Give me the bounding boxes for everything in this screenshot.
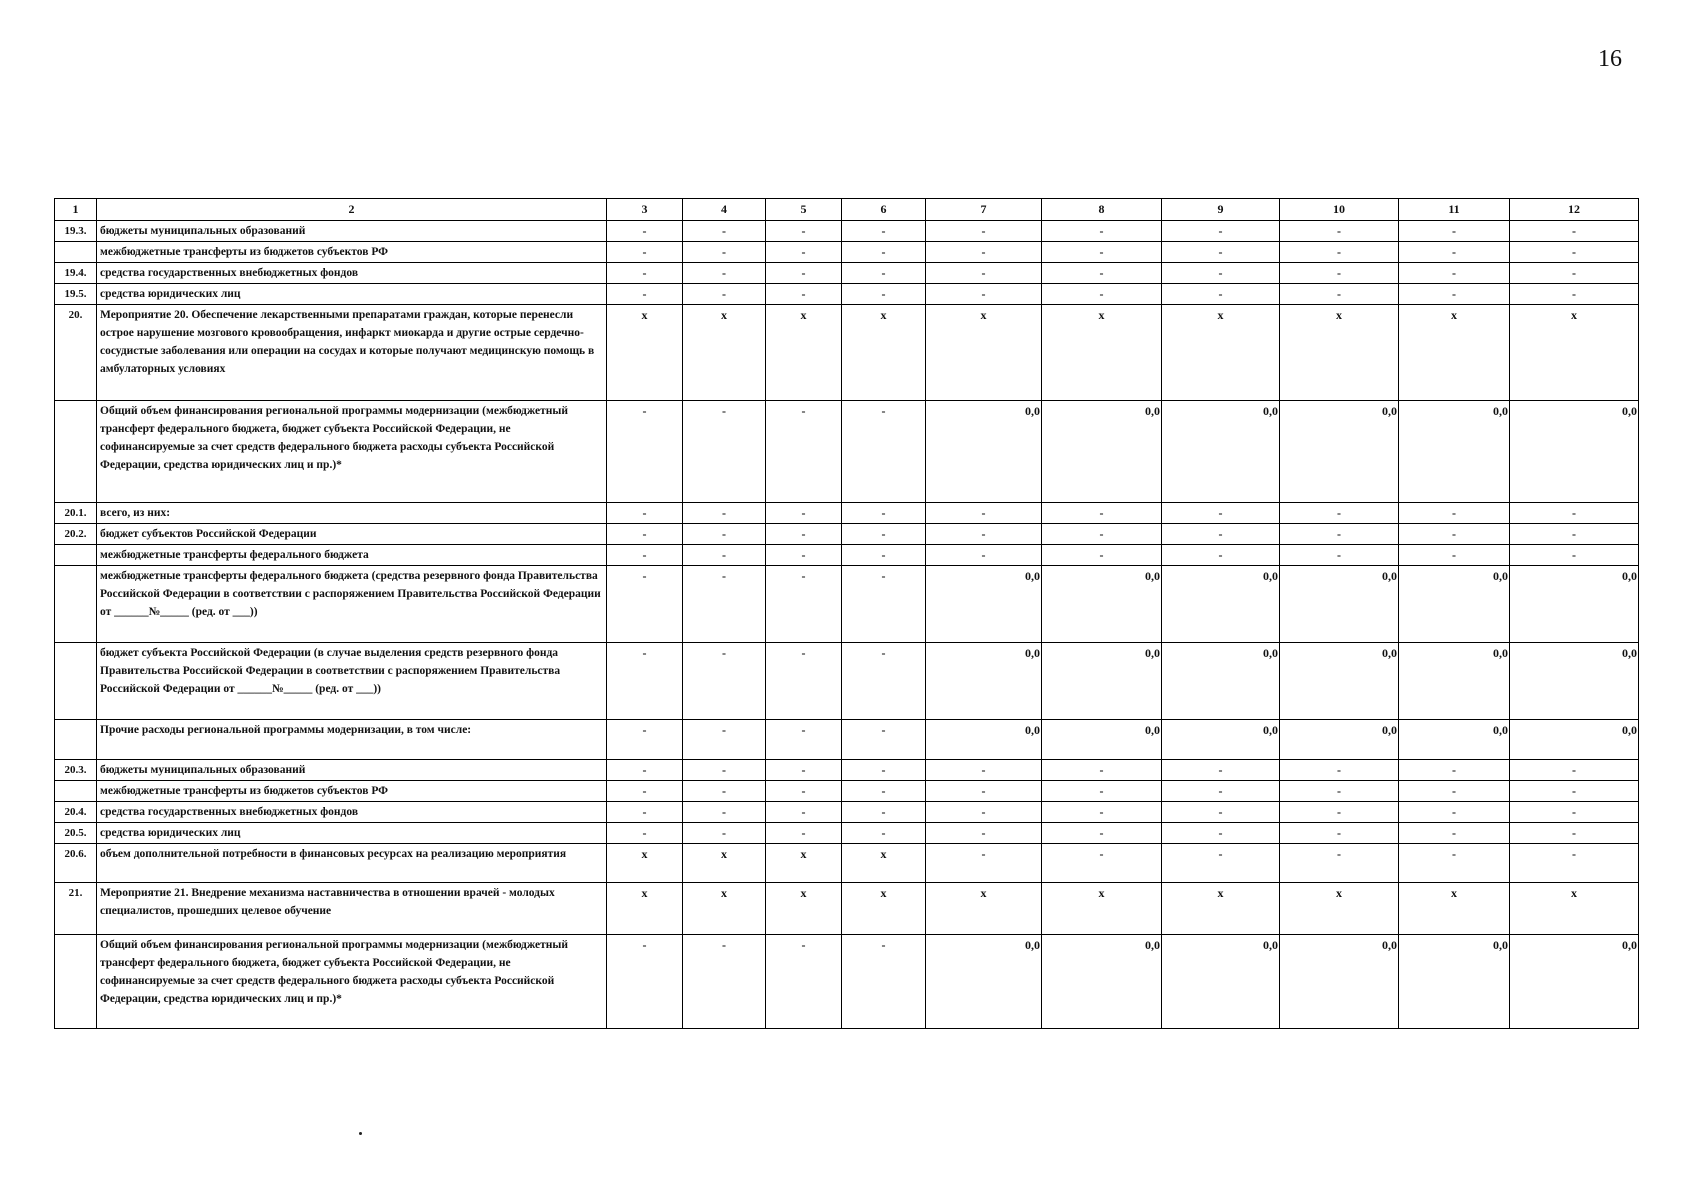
value-cell: - <box>1510 524 1639 545</box>
value-cell: - <box>842 823 926 844</box>
value-cell: - <box>683 802 766 823</box>
value-cell: - <box>1162 760 1280 781</box>
value-cell: 0,0 <box>1280 401 1399 503</box>
value-cell: - <box>683 935 766 1029</box>
value-cell: 0,0 <box>1162 643 1280 720</box>
value-cell: - <box>683 720 766 760</box>
value-cell: - <box>683 781 766 802</box>
value-cell: х <box>1042 883 1162 935</box>
row-description: средства государственных внебюджетных фондов <box>97 263 607 284</box>
table-row <box>55 524 1639 545</box>
row-description: Прочие расходы региональной программы модернизации, в том числе: <box>97 720 607 760</box>
value-cell: х <box>766 844 842 883</box>
budget-table <box>54 198 1639 1029</box>
value-cell: 0,0 <box>1510 935 1639 1029</box>
value-cell: - <box>1399 503 1510 524</box>
row-description: средства юридических лиц <box>97 284 607 305</box>
value-cell: 0,0 <box>926 935 1042 1029</box>
value-cell: - <box>1399 545 1510 566</box>
row-description: Мероприятие 20. Обеспечение лекарственными препаратами граждан, которые перенесли острое нарушение мозгового кровообращения, инфаркт миокарда и другие острые сердечно-сосудистые заболевания или операции на сосудах и которые получают медицинскую помощь в амбулаторных условиях <box>97 305 607 401</box>
value-cell: - <box>926 503 1042 524</box>
value-cell: 0,0 <box>1042 401 1162 503</box>
row-number: 20.3. <box>55 760 97 781</box>
value-cell: х <box>842 883 926 935</box>
value-cell: - <box>607 802 683 823</box>
table-row <box>55 935 1639 1029</box>
value-cell: - <box>607 401 683 503</box>
value-cell: - <box>766 545 842 566</box>
value-cell: 0,0 <box>1510 401 1639 503</box>
value-cell: х <box>1280 883 1399 935</box>
value-cell: - <box>1510 242 1639 263</box>
table-row <box>55 284 1639 305</box>
value-cell: х <box>766 883 842 935</box>
row-number: 20.6. <box>55 844 97 883</box>
value-cell: - <box>1510 221 1639 242</box>
value-cell: х <box>683 844 766 883</box>
value-cell: - <box>1042 781 1162 802</box>
table-row <box>55 305 1639 401</box>
value-cell: 0,0 <box>1162 720 1280 760</box>
value-cell: - <box>766 823 842 844</box>
value-cell: 0,0 <box>1280 935 1399 1029</box>
row-number <box>55 401 97 503</box>
table-row <box>55 823 1639 844</box>
value-cell: - <box>926 545 1042 566</box>
row-description: всего, из них: <box>97 503 607 524</box>
value-cell: - <box>1510 545 1639 566</box>
row-number <box>55 720 97 760</box>
value-cell: х <box>1280 305 1399 401</box>
value-cell: - <box>1162 823 1280 844</box>
value-cell: - <box>766 720 842 760</box>
value-cell: - <box>842 643 926 720</box>
value-cell: 0,0 <box>926 720 1042 760</box>
value-cell: 0,0 <box>1399 935 1510 1029</box>
row-description: средства государственных внебюджетных фондов <box>97 802 607 823</box>
value-cell: - <box>607 263 683 284</box>
table-row <box>55 643 1639 720</box>
value-cell: х <box>1399 883 1510 935</box>
header-cell: 9 <box>1162 199 1280 221</box>
table-row <box>55 760 1639 781</box>
value-cell: х <box>926 883 1042 935</box>
value-cell: 0,0 <box>1280 643 1399 720</box>
value-cell: - <box>1399 802 1510 823</box>
value-cell: х <box>1162 883 1280 935</box>
value-cell: - <box>607 221 683 242</box>
value-cell: - <box>926 760 1042 781</box>
value-cell: - <box>683 242 766 263</box>
value-cell: - <box>1510 844 1639 883</box>
table-row <box>55 566 1639 643</box>
value-cell: - <box>1399 823 1510 844</box>
value-cell: 0,0 <box>1042 720 1162 760</box>
value-cell: - <box>766 935 842 1029</box>
value-cell: - <box>926 263 1042 284</box>
value-cell: - <box>1280 802 1399 823</box>
row-number: 20.1. <box>55 503 97 524</box>
value-cell: - <box>1042 802 1162 823</box>
value-cell: х <box>926 305 1042 401</box>
row-description: межбюджетные трансферты из бюджетов субъектов РФ <box>97 781 607 802</box>
row-description: бюджет субъектов Российской Федерации <box>97 524 607 545</box>
value-cell: - <box>1162 802 1280 823</box>
row-number: 20.5. <box>55 823 97 844</box>
value-cell: - <box>842 720 926 760</box>
row-description: бюджет субъекта Российской Федерации (в случае выделения средств резервного фонда Правительства Российской Федерации в соответствии с распоряжением Правительства Российской Федерации от ______№_____ (ред. от ___)) <box>97 643 607 720</box>
value-cell: - <box>1280 781 1399 802</box>
row-description: объем дополнительной потребности в финансовых ресурсах на реализацию мероприятия <box>97 844 607 883</box>
header-cell: 6 <box>842 199 926 221</box>
row-number: 21. <box>55 883 97 935</box>
value-cell: - <box>607 503 683 524</box>
value-cell: - <box>1162 221 1280 242</box>
page-number: 16 <box>1598 46 1622 72</box>
value-cell: 0,0 <box>926 401 1042 503</box>
value-cell: - <box>842 263 926 284</box>
value-cell: 0,0 <box>1510 720 1639 760</box>
value-cell: - <box>842 401 926 503</box>
value-cell: 0,0 <box>1510 643 1639 720</box>
value-cell: - <box>842 935 926 1029</box>
value-cell: 0,0 <box>1162 935 1280 1029</box>
table-row <box>55 401 1639 503</box>
value-cell: х <box>607 844 683 883</box>
value-cell: - <box>1510 760 1639 781</box>
value-cell: - <box>1162 844 1280 883</box>
value-cell: - <box>1162 545 1280 566</box>
value-cell: - <box>1162 503 1280 524</box>
value-cell: - <box>1042 221 1162 242</box>
value-cell: - <box>1042 503 1162 524</box>
value-cell: - <box>607 242 683 263</box>
table-row <box>55 802 1639 823</box>
value-cell: 0,0 <box>1280 720 1399 760</box>
value-cell: - <box>1162 263 1280 284</box>
value-cell: 0,0 <box>1042 935 1162 1029</box>
value-cell: - <box>1162 524 1280 545</box>
value-cell: 0,0 <box>1162 401 1280 503</box>
row-number <box>55 643 97 720</box>
value-cell: - <box>842 802 926 823</box>
row-description: Мероприятие 21. Внедрение механизма наставничества в отношении врачей - молодых специалистов, прошедших целевое обучение <box>97 883 607 935</box>
value-cell: - <box>683 221 766 242</box>
row-description: Общий объем финансирования региональной программы модернизации (межбюджетный трансферт федерального бюджета, бюджет субъекта Российской Федерации, не софинансируемые за счет средств федерального бюджета расходы субъекта Российской Федерации, средства юридических лиц и пр.)* <box>97 935 607 1029</box>
table-row <box>55 781 1639 802</box>
value-cell: - <box>1399 781 1510 802</box>
row-number: 20.2. <box>55 524 97 545</box>
value-cell: - <box>1162 284 1280 305</box>
row-description: межбюджетные трансферты из бюджетов субъектов РФ <box>97 242 607 263</box>
row-number: 19.5. <box>55 284 97 305</box>
value-cell: - <box>766 221 842 242</box>
value-cell: - <box>926 284 1042 305</box>
value-cell: - <box>1042 545 1162 566</box>
table-row <box>55 545 1639 566</box>
table-row <box>55 221 1639 242</box>
value-cell: - <box>766 401 842 503</box>
header-cell: 7 <box>926 199 1042 221</box>
value-cell: - <box>842 221 926 242</box>
value-cell: х <box>1042 305 1162 401</box>
value-cell: - <box>1042 284 1162 305</box>
value-cell: - <box>683 503 766 524</box>
row-number <box>55 935 97 1029</box>
value-cell: - <box>607 760 683 781</box>
value-cell: х <box>1510 883 1639 935</box>
value-cell: - <box>1510 781 1639 802</box>
value-cell: - <box>607 524 683 545</box>
value-cell: х <box>1162 305 1280 401</box>
row-number <box>55 781 97 802</box>
value-cell: - <box>607 566 683 643</box>
table-row <box>55 883 1639 935</box>
value-cell: - <box>842 284 926 305</box>
header-cell: 8 <box>1042 199 1162 221</box>
value-cell: 0,0 <box>926 566 1042 643</box>
value-cell: - <box>1399 242 1510 263</box>
value-cell: - <box>607 781 683 802</box>
row-number: 20. <box>55 305 97 401</box>
value-cell: 0,0 <box>1399 401 1510 503</box>
value-cell: х <box>683 305 766 401</box>
value-cell: - <box>926 844 1042 883</box>
row-description: бюджеты муниципальных образований <box>97 760 607 781</box>
value-cell: - <box>1510 263 1639 284</box>
value-cell: - <box>1042 524 1162 545</box>
header-cell: 10 <box>1280 199 1399 221</box>
value-cell: - <box>1280 760 1399 781</box>
value-cell: - <box>842 524 926 545</box>
value-cell: х <box>1510 305 1639 401</box>
value-cell: - <box>1280 823 1399 844</box>
value-cell: 0,0 <box>1399 643 1510 720</box>
value-cell: - <box>683 760 766 781</box>
value-cell: - <box>1280 242 1399 263</box>
header-cell: 11 <box>1399 199 1510 221</box>
header-cell: 3 <box>607 199 683 221</box>
value-cell: х <box>1399 305 1510 401</box>
value-cell: - <box>1399 221 1510 242</box>
value-cell: - <box>926 242 1042 263</box>
value-cell: - <box>766 263 842 284</box>
value-cell: 0,0 <box>1042 566 1162 643</box>
row-number <box>55 242 97 263</box>
table-row <box>55 263 1639 284</box>
value-cell: - <box>1399 524 1510 545</box>
row-description: бюджеты муниципальных образований <box>97 221 607 242</box>
value-cell: - <box>607 823 683 844</box>
value-cell: - <box>1280 545 1399 566</box>
value-cell: х <box>607 883 683 935</box>
table-row <box>55 242 1639 263</box>
value-cell: - <box>766 802 842 823</box>
value-cell: - <box>766 242 842 263</box>
value-cell: 0,0 <box>1280 566 1399 643</box>
row-number <box>55 566 97 643</box>
value-cell: - <box>1510 503 1639 524</box>
value-cell: - <box>607 284 683 305</box>
row-number: 19.4. <box>55 263 97 284</box>
value-cell: - <box>766 760 842 781</box>
value-cell: - <box>842 566 926 643</box>
row-description: межбюджетные трансферты федерального бюджета <box>97 545 607 566</box>
value-cell: 0,0 <box>926 643 1042 720</box>
value-cell: - <box>683 263 766 284</box>
value-cell: - <box>1399 284 1510 305</box>
header-cell: 4 <box>683 199 766 221</box>
header-cell: 1 <box>55 199 97 221</box>
value-cell: - <box>766 781 842 802</box>
header-cell: 2 <box>97 199 607 221</box>
row-number: 20.4. <box>55 802 97 823</box>
value-cell: - <box>683 643 766 720</box>
row-number <box>55 545 97 566</box>
value-cell: 0,0 <box>1399 720 1510 760</box>
value-cell: - <box>766 284 842 305</box>
value-cell: - <box>1042 823 1162 844</box>
value-cell: - <box>683 823 766 844</box>
value-cell: - <box>1280 524 1399 545</box>
value-cell: - <box>842 242 926 263</box>
value-cell: - <box>926 524 1042 545</box>
header-cell: 5 <box>766 199 842 221</box>
row-description: средства юридических лиц <box>97 823 607 844</box>
row-description: межбюджетные трансферты федерального бюджета (средства резервного фонда Правительства Российской Федерации в соответствии с распоряжением Правительства Российской Федерации от ______№_____ (ред. от ___)) <box>97 566 607 643</box>
value-cell: - <box>607 643 683 720</box>
value-cell: - <box>1280 284 1399 305</box>
value-cell: - <box>683 545 766 566</box>
value-cell: - <box>926 802 1042 823</box>
table-row <box>55 844 1639 883</box>
value-cell: - <box>683 524 766 545</box>
value-cell: - <box>842 545 926 566</box>
scan-speck <box>359 1132 362 1135</box>
value-cell: - <box>1280 263 1399 284</box>
value-cell: - <box>683 401 766 503</box>
value-cell: - <box>1162 242 1280 263</box>
value-cell: х <box>842 305 926 401</box>
value-cell: - <box>1042 760 1162 781</box>
header-row <box>55 199 1639 221</box>
value-cell: - <box>926 781 1042 802</box>
value-cell: - <box>1399 760 1510 781</box>
header-cell: 12 <box>1510 199 1639 221</box>
value-cell: - <box>1399 844 1510 883</box>
value-cell: - <box>1280 503 1399 524</box>
value-cell: 0,0 <box>1399 566 1510 643</box>
value-cell: - <box>1510 802 1639 823</box>
value-cell: 0,0 <box>1510 566 1639 643</box>
value-cell: - <box>607 935 683 1029</box>
value-cell: - <box>607 545 683 566</box>
row-number: 19.3. <box>55 221 97 242</box>
value-cell: - <box>926 823 1042 844</box>
value-cell: - <box>842 781 926 802</box>
value-cell: - <box>1042 844 1162 883</box>
value-cell: х <box>766 305 842 401</box>
value-cell: - <box>1399 263 1510 284</box>
value-cell: - <box>766 566 842 643</box>
value-cell: - <box>683 284 766 305</box>
value-cell: х <box>842 844 926 883</box>
table-row <box>55 503 1639 524</box>
value-cell: - <box>1510 284 1639 305</box>
value-cell: - <box>1280 844 1399 883</box>
value-cell: - <box>842 503 926 524</box>
value-cell: - <box>842 760 926 781</box>
value-cell: 0,0 <box>1162 566 1280 643</box>
value-cell: - <box>1042 242 1162 263</box>
value-cell: 0,0 <box>1042 643 1162 720</box>
value-cell: - <box>1162 781 1280 802</box>
value-cell: - <box>766 524 842 545</box>
value-cell: - <box>926 221 1042 242</box>
value-cell: - <box>766 643 842 720</box>
value-cell: - <box>1042 263 1162 284</box>
value-cell: х <box>607 305 683 401</box>
value-cell: - <box>683 566 766 643</box>
row-description: Общий объем финансирования региональной программы модернизации (межбюджетный трансферт федерального бюджета, бюджет субъекта Российской Федерации, не софинансируемые за счет средств федерального бюджета расходы субъекта Российской Федерации, средства юридических лиц и пр.)* <box>97 401 607 503</box>
table-row <box>55 720 1639 760</box>
value-cell: - <box>607 720 683 760</box>
value-cell: - <box>766 503 842 524</box>
value-cell: х <box>683 883 766 935</box>
value-cell: - <box>1510 823 1639 844</box>
value-cell: - <box>1280 221 1399 242</box>
